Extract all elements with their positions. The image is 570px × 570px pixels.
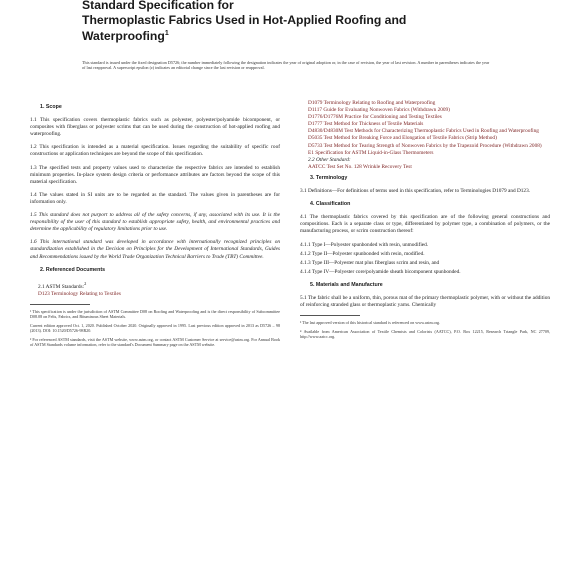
footnote-4: ⁴ Available from American Association of Textile Chemists and Colorists (AATCC), P.O. Box 12215, Research Triangle Park, NC 27709, http://www.aatcc.org. — [300, 329, 550, 340]
terminology-heading: 3. Terminology — [310, 174, 348, 181]
title-footnote-marker: 1 — [164, 30, 169, 37]
paragraph-1-4: 1.4 The values stated in SI units are to be regarded as the standard. The values given in parentheses are for information only. — [30, 191, 280, 205]
astm-standards-text: 2.1 ASTM Standards: — [38, 283, 85, 290]
footnote-2: ² For referenced ASTM standards, visit the ASTM website, www.astm.org, or contact ASTM Customer Service at service@astm.org. For Annual Book of ASTM Standards volume information, refer to the standard's Document Summary page on the ASTM website. — [30, 337, 280, 348]
astm-standards-label — [40, 280, 280, 291]
ref-link-e1[interactable]: E1 Specification for ASTM Liquid-in-Glass Thermometers — [308, 149, 434, 156]
paragraph-3-1: 3.1 Definitions—For definitions of terms used in this specification, refer to Terminologies D1079 and D123. — [300, 188, 531, 195]
other-standard-label: 2.2 Other Standard: — [308, 156, 351, 163]
ref-link-d1777[interactable]: D1777 Test Method for Thickness of Textile Materials — [308, 121, 424, 128]
paragraph-4-1-2: 4.1.2 Type II—Polyester spunbonded with resin, modified. — [300, 250, 425, 257]
ref-link-d5733[interactable]: D5733 Test Method for Tearing Strength of Nonwoven Fabrics by the Trapezoid Procedure (Withdrawn 2008) — [308, 142, 542, 149]
ref-link-d1079[interactable]: D1079 Terminology Relating to Roofing and Waterproofing — [308, 100, 436, 106]
footnote-1: ¹ This specification is under the jurisdiction of ASTM Committee D08 on Roofing and Waterproofing and is the direct responsibility of Subcommittee D08.08 on Felts, Fabrics, and Bituminous Sheet Materials. — [30, 308, 280, 319]
ref-link-aatcc[interactable]: AATCC Test Set No. 128 Wrinkle Recovery Test — [308, 163, 412, 170]
paragraph-1-2: 1.2 This specification is intended as a material specification. Issues regarding the suitability of specific roof constructions or application techniques are beyond the scope of this specification. — [30, 144, 280, 158]
ref-link-d1117[interactable]: D1117 Guide for Evaluating Nonwoven Fabrics (Withdrawn 2009) — [308, 107, 450, 114]
right-footnote-divider — [300, 315, 360, 316]
right-column — [300, 100, 550, 343]
paragraph-1-6: 1.6 This international standard was developed in accordance with internationally recognized principles on standardization established in the Decision on Principles for the Development of International Standards, Guides and Recommendations issued by the World Trade Organization Technical Barriers to Trade (TBT) Committee. — [30, 239, 280, 260]
left-column — [30, 100, 280, 351]
footnote-3: ³ The last approved version of this historical standard is referenced on www.astm.org. — [300, 320, 441, 326]
paragraph-1-5: 1.5 This standard does not purport to address all of the safety concerns, if any, associated with its use. It is the responsibility of the user of this standard to establish appropriate safety, health, and environmental practices and determine the applicability of regulatory limitations prior to use. — [30, 212, 280, 233]
ref-link-d4830[interactable]: D4830/D4830M Test Methods for Characterizing Thermoplastic Fabrics Used in Roofing and Waterproofing — [308, 128, 539, 135]
designation-notice: This standard is issued under the fixed designation D5726; the number immediately following the designation indicates the year of original adoption or, in the case of revision, the year of last revision. A number in parentheses indicates the year of last reapproval. A superscript epsilon (ε) indicates an editorial change since the last revision or reapproval. — [82, 60, 490, 71]
title-line-2: Thermoplastic Fabrics Used in Hot-Applied Roofing and — [82, 12, 407, 27]
scope-heading: 1. Scope — [40, 104, 62, 110]
footnote-divider — [30, 304, 90, 305]
classification-heading: 4. Classification — [310, 201, 351, 208]
title-line-3 — [82, 27, 502, 44]
page-title — [82, 0, 502, 44]
paragraph-4-1: 4.1 The thermoplastic fabrics covered by this specification are of the following general constructions and compositions. Each is a separate class or type, differentiated by polymer type, a combination of polymers, or the manufacturing process, or scrim construction thereof: — [300, 214, 550, 235]
ref-link-d1776[interactable]: D1776/D1776M Practice for Conditioning and Testing Textiles — [308, 114, 442, 121]
title-line-3-text: Waterproofing — [82, 29, 165, 44]
ref-link-d123[interactable]: D123 Terminology Relating to Textiles — [38, 290, 121, 297]
title-line-1: Standard Specification for — [82, 0, 234, 12]
paragraph-4-1-3: 4.1.3 Type III—Polyester mat plus fiberglass scrim and resin, and — [300, 259, 440, 266]
materials-heading: 5. Materials and Manufacture — [310, 281, 383, 288]
paragraph-4-1-4: 4.1.4 Type IV—Polyester core/polyamide sheath bicomponent spunbonded. — [300, 268, 461, 275]
referenced-documents-heading: 2. Referenced Documents — [40, 266, 106, 273]
paragraph-1-1: 1.1 This specification covers thermoplastic fabrics such as polyester, polyester/polyamide bicomponent, or composites with fiberglass or polyester scrims that can be used during the construction of hot-applied roofing and waterproofing. — [30, 117, 280, 138]
paragraph-5-1: 5.1 The fabric shall be a uniform, thin, porous mat of the primary thermoplastic polymer, with or without the addition of reinforcing stranded glass or thermoplastic yarns. Chemically — [300, 294, 550, 309]
footnote-1-edition: Current edition approved Oct. 1, 2020. Published October 2020. Originally approved in 1995. Last previous edition approved in 2013 as D5726 – 98 (2013). DOI: 10.1520/D5726-98R20. — [30, 322, 280, 333]
paragraph-4-1-1: 4.1.1 Type I—Polyester spunbonded with resin, unmodified. — [300, 241, 429, 248]
ref-link-d5035[interactable]: D5035 Test Method for Breaking Force and Elongation of Textile Fabrics (Strip Method) — [308, 135, 497, 142]
astm-standards-footnote: 2 — [84, 280, 87, 286]
paragraph-1-3: 1.3 The specified tests and property values used to characterize the respective fabrics are intended to establish minimum properties. In-place system design criteria or performance attributes are factors beyond the scope of this material specification. — [30, 164, 280, 185]
